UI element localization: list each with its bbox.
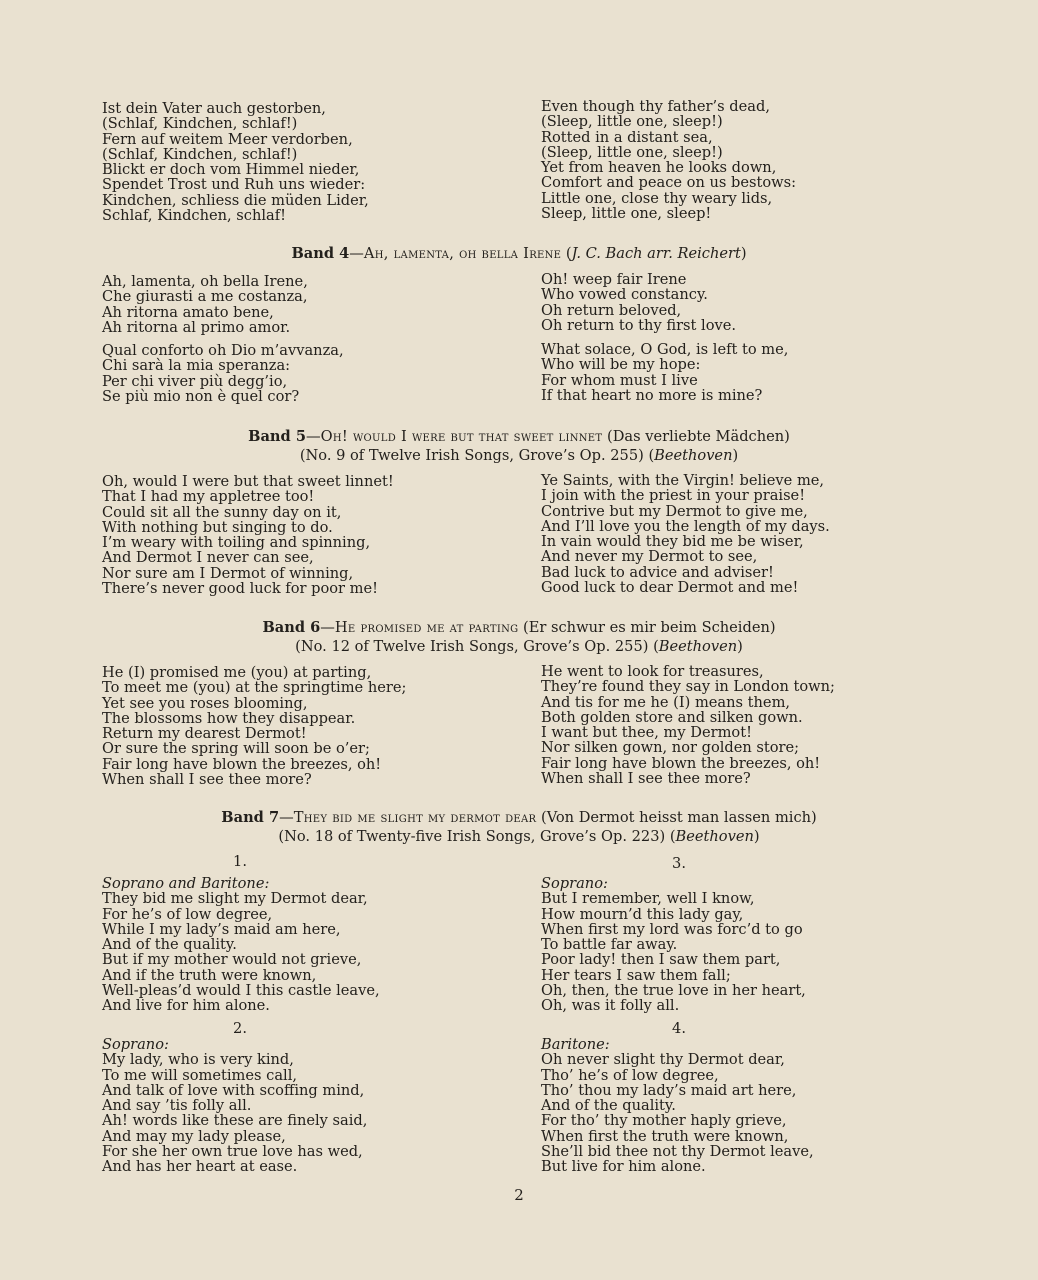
band-label: Band 7 [221, 809, 280, 826]
dash: — [279, 809, 294, 826]
verse-line: Good luck to dear Dermot and me! [541, 579, 799, 597]
song-title: Ah, lamenta, oh bella Irene [363, 245, 562, 262]
verse-line: While I my lady’s maid am here, [102, 920, 341, 938]
verse-line: To meet me (you) at the springtime here; [102, 679, 407, 697]
dash: — [320, 619, 335, 636]
verse-line: Oh! weep fair Irene [541, 271, 687, 288]
verse-line: If that heart no more is mine? [541, 386, 763, 404]
band7-verse-3 [541, 876, 806, 1014]
verse-line: Even though thy father’s dead, [541, 98, 770, 115]
verse-line: I join with the priest in your praise! [541, 487, 806, 505]
verse-number-4: 4. [672, 1020, 686, 1037]
verse-line: Blickt er doch vom Himmel nieder, [102, 161, 360, 179]
verse-line: Yet from heaven he looks down, [541, 159, 777, 177]
verse-line: Oh, would I were but that sweet linnet! [102, 473, 394, 490]
verse-line: In vain would they bid me be wiser, [541, 533, 804, 551]
band7-verse-4 [541, 1037, 814, 1175]
band4-heading [0, 244, 1038, 263]
verse-line: But I remember, well I know, [541, 890, 755, 908]
band-label: Band 6 [262, 619, 321, 636]
verse-line: Bad luck to advice and adviser! [541, 563, 774, 581]
band6-right-stanza [541, 664, 835, 786]
verse-line: And of the quality. [541, 1097, 676, 1115]
verse-line: Tho’ he’s of low degree, [541, 1066, 719, 1084]
verse-line: Fair long have blown the breezes, oh! [102, 755, 382, 773]
band3-english-stanza [541, 99, 796, 221]
band-label: Band 5 [248, 428, 306, 445]
paren: ) [753, 828, 760, 845]
band5-right-stanza [541, 473, 830, 595]
verse-line: And of the quality. [102, 936, 237, 954]
page-number: 2 [514, 1186, 524, 1204]
verse-line: Poor lady! then I saw them part, [541, 951, 781, 969]
verse-line: And live for him alone. [102, 997, 270, 1015]
heading-title-line [0, 427, 1038, 446]
verse-line: Ist dein Vater auch gestorben, [102, 100, 326, 117]
verse-line: The blossoms how they disappear. [102, 709, 356, 727]
verse-line: My lady, who is very kind, [102, 1051, 294, 1069]
verse-line: Chi sarà la mia speranza: [102, 357, 291, 375]
verse-line: He (I) promised me (you) at parting, [102, 664, 372, 681]
verse-line: That I had my appletree too! [102, 488, 315, 506]
verse-line: And Dermot I never can see, [102, 549, 314, 567]
verse-line: (Schlaf, Kindchen, schlaf!) [102, 115, 298, 133]
heading-source-line [0, 637, 1038, 656]
verse-line: Her tears I saw them fall; [541, 966, 731, 984]
verse-number-2: 2. [233, 1020, 247, 1037]
composer: Beethoven [675, 828, 754, 845]
verse-line: Contrive but my Dermot to give me, [541, 502, 808, 520]
verse-line: For whom must I live [541, 371, 698, 389]
verse-line: Oh return beloved, [541, 301, 682, 319]
verse-line: They’re found they say in London town; [541, 678, 835, 696]
song-title: They bid me slight my dermot dear [293, 809, 537, 826]
voice-label: Baritone: [541, 1036, 610, 1053]
verse-line: Ah ritorna al primo amor. [102, 318, 291, 336]
verse-line: He went to look for treasures, [541, 663, 764, 680]
paren: ) [737, 638, 743, 655]
verse-line: Oh, was it folly all. [541, 997, 680, 1015]
verse-line: Tho’ thou my lady’s maid art here, [541, 1081, 797, 1099]
verse-line: (Schlaf, Kindchen, schlaf!) [102, 145, 298, 163]
source-text: (No. 18 of Twenty-five Irish Songs, Grove’s Op. 223) ( [278, 828, 676, 845]
composer: Beethoven [654, 447, 733, 464]
verse-line: Che giurasti a me costanza, [102, 288, 308, 306]
verse-line: Rotted in a distant sea, [541, 128, 713, 146]
verse-line: When shall I see thee more? [102, 771, 312, 789]
heading-source-line [0, 446, 1038, 465]
verse-line: When first my lord was forc’d to go [541, 920, 803, 938]
source-text: (No. 12 of Twelve Irish Songs, Grove’s Op. 255) ( [295, 638, 659, 655]
verse-line: She’ll bid thee not thy Dermot leave, [541, 1143, 814, 1161]
verse-line: But live for him alone. [541, 1158, 706, 1176]
verse-line: Well-pleas’d would I this castle leave, [102, 982, 380, 1000]
verse-line: When first the truth were known, [541, 1127, 789, 1145]
verse-line: (Sleep, little one, sleep!) [541, 113, 723, 131]
verse-line: Ye Saints, with the Virgin! believe me, [541, 472, 825, 489]
verse-line: Fern auf weitem Meer verdorben, [102, 130, 353, 148]
dash: — [349, 245, 364, 262]
verse-line: And has her heart at ease. [102, 1158, 298, 1176]
verse-line: Oh return to thy first love. [541, 316, 737, 334]
verse-line: Oh never slight thy Dermot dear, [541, 1051, 785, 1069]
verse-line: Could sit all the sunny day on it, [102, 503, 342, 521]
verse-line: But if my mother would not grieve, [102, 951, 362, 969]
verse-line: Little one, close thy weary lids, [541, 189, 773, 207]
band6-heading [0, 618, 1038, 656]
paren: ) [740, 245, 747, 262]
verse-line: I’m weary with toiling and spinning, [102, 534, 371, 552]
verse-line: To battle far away. [541, 936, 678, 954]
verse-line: To me will sometimes call, [102, 1066, 298, 1084]
verse-line: And tis for me he (I) means them, [541, 693, 791, 711]
band7-verse-2 [102, 1037, 367, 1175]
heading-title-line [0, 808, 1038, 827]
verse-line: Se più mio non è quel cor? [102, 387, 300, 405]
band3-german-stanza [102, 101, 369, 223]
band4-italian-stanza-2 [102, 343, 344, 404]
band4-english-stanza-1 [541, 272, 736, 333]
verse-line: Who vowed constancy. [541, 286, 708, 304]
verse-number-1: 1. [233, 853, 247, 870]
verse-line: Fair long have blown the breezes, oh! [541, 754, 821, 772]
voice-label: Soprano and Baritone: [102, 875, 270, 892]
german-title: (Er schwur es mir beim Scheiden) [518, 619, 776, 636]
verse-line: And say ’tis folly all. [102, 1097, 252, 1115]
verse-line: I want but thee, my Dermot! [541, 724, 752, 742]
verse-line: There’s never good luck for poor me! [102, 580, 378, 598]
composer: Beethoven [658, 638, 738, 655]
verse-number-3: 3. [672, 855, 686, 872]
composer: J. C. Bach arr. Reichert [571, 245, 741, 262]
voice-label: Soprano: [541, 875, 608, 892]
verse-line: Spendet Trost und Ruh uns wieder: [102, 176, 366, 194]
paren: ( [561, 245, 572, 262]
band7-heading [0, 808, 1038, 846]
verse-line: Or sure the spring will soon be o’er; [102, 740, 370, 758]
verse-line: Kindchen, schliess die müden Lider, [102, 191, 369, 209]
heading-title-line [0, 618, 1038, 637]
verse-line: How mourn’d this lady gay, [541, 905, 744, 923]
band4-italian-stanza-1 [102, 274, 308, 335]
verse-line: Per chi viver più degg’io, [102, 372, 288, 390]
verse-line: Ah, lamenta, oh bella Irene, [102, 273, 308, 290]
verse-line: Ah! words like these are finely said, [102, 1112, 368, 1130]
paren: ) [732, 447, 739, 464]
verse-line: Qual conforto oh Dio m’avvanza, [102, 342, 344, 359]
verse-line: And if the truth were known, [102, 966, 317, 984]
verse-line: (Sleep, little one, sleep!) [541, 143, 723, 161]
verse-line: They bid me slight my Dermot dear, [102, 890, 368, 908]
verse-line: For tho’ thy mother haply grieve, [541, 1112, 787, 1130]
verse-line: Both golden store and silken gown. [541, 708, 803, 726]
verse-line: Who will be my hope: [541, 356, 701, 374]
verse-line: Schlaf, Kindchen, schlaf! [102, 207, 286, 225]
source-text: (No. 9 of Twelve Irish Songs, Grove’s Op. 255) ( [299, 447, 655, 464]
band7-verse-1 [102, 876, 380, 1014]
band-label: Band 4 [291, 245, 350, 262]
band4-english-stanza-2 [541, 342, 788, 403]
verse-line: And never my Dermot to see, [541, 548, 758, 566]
song-title: He promised me at parting [334, 619, 519, 636]
verse-line: And talk of love with scoffing mind, [102, 1081, 365, 1099]
verse-line: For she her own true love has wed, [102, 1143, 363, 1161]
verse-line: Yet see you roses blooming, [102, 694, 308, 712]
verse-line: For he’s of low degree, [102, 905, 273, 923]
german-title: (Von Dermot heisst man lassen mich) [536, 809, 817, 826]
song-title: Oh! would I were but that sweet linnet [320, 428, 603, 445]
verse-line: And I’ll love you the length of my days. [541, 517, 830, 535]
verse-line: Nor silken gown, nor golden store; [541, 739, 800, 757]
heading-source-line [0, 827, 1038, 846]
verse-line: When shall I see thee more? [541, 770, 751, 788]
verse-line: Ah ritorna amato bene, [102, 303, 274, 321]
verse-line: And may my lady please, [102, 1127, 286, 1145]
band5-heading [0, 427, 1038, 465]
verse-line: Nor sure am I Dermot of winning, [102, 564, 354, 582]
dash: — [305, 428, 321, 445]
verse-line: Comfort and peace on us bestows: [541, 174, 797, 192]
verse-line: What solace, O God, is left to me, [541, 341, 789, 358]
band5-left-stanza [102, 474, 394, 596]
verse-line: Return my dearest Dermot! [102, 725, 307, 743]
voice-label: Soprano: [102, 1036, 169, 1053]
verse-line: Sleep, little one, sleep! [541, 205, 712, 223]
verse-line: Oh, then, the true love in her heart, [541, 982, 806, 1000]
band6-left-stanza [102, 665, 406, 787]
verse-line: With nothing but singing to do. [102, 518, 333, 536]
german-title: (Das verliebte Mädchen) [602, 428, 790, 445]
